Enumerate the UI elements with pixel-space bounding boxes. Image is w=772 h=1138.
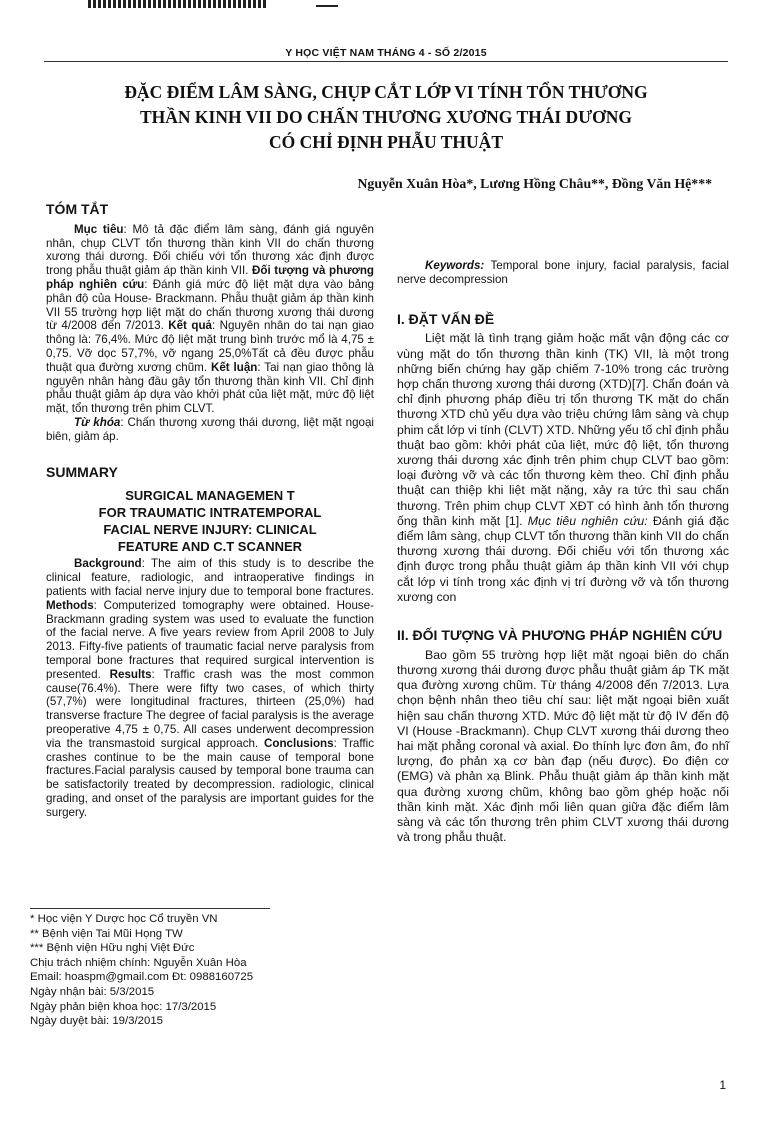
label-keywords-en: Keywords: [425, 259, 485, 272]
section-2-paragraph: Bao gồm 55 trường hợp liệt mặt ngoại biên do chấn thương xương thái dương được phẫu thuật giảm áp TK mặt qua đường xương chũm. Từ tháng 4/2008 đến 7/2013. Lựa chọn bệnh nhân theo tiêu chí sau: liệt mặt ngoại biên xuất hiện sau chấn thương XTD. Mức độ liệt mặt từ độ IV đến độ VI (House -Brackmann). Chụp CLVT xương thái dương theo hai mặt phẳng coronal và axial. Đo thính lực đơn âm, đo nhĩ lượng, đo phản xạ cơ bàn đạp (nếu được). Đo điện cơ (EMG) và phản xạ Blink. Phẫu thuật giảm áp thần kinh mặt qua đường xương chũm, không bao gồm ghép hoặc nối thần kinh mặt. Xác định mối liên quan giữa đặc điểm lâm sàng và các tổn thương trên phim CLVT xương thái dương và trong phẫu thuật. [397, 647, 729, 845]
label-methods-en: Methods [46, 598, 94, 612]
footnote-reviewed: Ngày phản biện khoa học: 17/3/2015 [30, 1000, 217, 1013]
keywords-vi [46, 416, 374, 444]
section-1-paragraph [397, 331, 729, 605]
footnote-affiliation: ** Bệnh viện Tai Mũi Họng TW [30, 927, 183, 940]
abstract-heading: TÓM TẮT [46, 201, 109, 217]
summary-title-line: FOR TRAUMATIC INTRATEMPORAL [98, 505, 322, 521]
title-line: THẦN KINH VII DO CHẤN THƯƠNG XƯƠNG THÁI DƯƠNG [140, 107, 632, 127]
label-conclusions-en: Conclusions [264, 736, 334, 750]
scan-artifact-dash [316, 5, 338, 7]
section-1-objective-label: Mục tiêu nghiên cứu: [527, 513, 648, 528]
keywords-vi-text: : Chấn thương xương thái dương, liệt mặt ngoại biên, giảm áp. [46, 415, 375, 443]
label-results: Kết quả [168, 319, 212, 333]
footnotes [30, 912, 253, 1029]
summary-paragraph [46, 557, 374, 819]
title-line: ĐẶC ĐIỂM LÂM SÀNG, CHỤP CẮT LỚP VI TÍNH TỔN THƯƠNG [124, 82, 648, 102]
scan-artifact [88, 0, 266, 8]
section-1-text-a: Liệt mặt là tình trạng giảm hoặc mất vận động các cơ vùng mặt do tổn thương thần kinh (TK) VII, là một trong những biến chứng hay gặp chiếm 7-10% trong các trường hợp chấn thương xương thái dương (XTD)[7]. Chẩn đoán và chỉ định phương pháp điều trị tổn thương TK mặt do chấn thương XTD chủ yếu dựa vào triệu chứng lâm sàng và chụp phim cắt lớp vi tính (CLVT) XTD. Những yếu tố chỉ định phẫu thuật bao gồm: khởi phát của liệt, mức độ liệt, tổn thương xương thái dương xác định trên phim chụp CLVT bao gồm: loại đường vỡ và các tổn thương kèm theo. Chỉ định phẫu thuật can thiệp khi liệt mặt nặng, xảy ra tức thì sau chấn thương. Trên phim chụp CLVT XĐT có hình ảnh tổn thương ống thần kinh mặt [1]. [397, 331, 729, 528]
footnote-received: Ngày nhận bài: 5/3/2015 [30, 985, 155, 998]
section-2-heading: II. ĐỐI TƯỢNG VÀ PHƯƠNG PHÁP NGHIÊN CỨU [397, 627, 723, 644]
abstract-vi-paragraph [46, 223, 374, 416]
results-en-text: : Traffic crash was the most common cause(76.4%). There were fifty two cases, of which thirty (57,7%) were longitudinal fractures, thirteen (25,0%) had transverse fracture The degree of facial paralysis is the average preoperative 4,75 ± 0,75. All cases underwent decompression via the transmastoid surgical approach. [46, 667, 374, 750]
footnote-affiliation: *** Bệnh viện Hữu nghị Việt Đức [30, 942, 195, 955]
conclusions-en-text: : Traffic crashes continue to be the main cause of temporal bone fractures.Facial paralysis caused by temporal bone trauma can be satisfactorily treated by decompression. radiologic, clinical grading, and onset of the paralysis are important guides for the surgery. [46, 736, 374, 819]
results-text: : Nguyên nhân do tai nạn giao thông là: 76,4%. Mức độ liệt mặt trung bình trước mổ là 4,75 ± 0,75. Vỡ dọc 57,7%, vỡ ngang 25,0%Tất cả đều được phẫu thuật qua đường xương chũm. [46, 319, 374, 374]
left-column [46, 203, 374, 819]
summary-heading: SUMMARY [46, 463, 118, 480]
keywords-en-text: Temporal bone injury, facial paralysis, facial nerve decompression [397, 259, 729, 286]
summary-title [46, 487, 374, 555]
footnote-corresponding: Chịu trách nhiệm chính: Nguyễn Xuân Hòa [30, 956, 247, 969]
header-rule [44, 61, 728, 62]
footnote-affiliation: * Học viện Y Dược học Cổ truyền VN [30, 913, 218, 925]
running-head: Y HỌC VIỆT NAM THÁNG 4 - SỐ 2/2015 [285, 47, 487, 59]
label-keywords-vi: Từ khóa [74, 415, 121, 429]
section-1-heading: I. ĐẶT VẤN ĐỀ [397, 310, 495, 327]
methods-en-text: : Computerized tomography were obtained. House-Brackmann grading system was used to evaluate the function of the facial nerve. A five years review from April 2008 to July 2013. Fifty-five patients of traumatic facial nerve paralysis from temporal bone fractures that required surgical intervention is presented. [46, 598, 374, 681]
footnote-rule [30, 908, 270, 909]
article-title [60, 80, 712, 155]
title-line: CÓ CHỈ ĐỊNH PHẪU THUẬT [268, 132, 503, 152]
summary-title-line: FACIAL NERVE INJURY: CLINICAL [103, 522, 317, 538]
right-column [397, 203, 729, 845]
objective-text: : Mô tả đặc điểm lâm sàng, đánh giá nguyên nhân, chụp CLVT tổn thương thần kinh VII do chấn thương xương thái dương. Đối chiếu với tổn thương xác định được trong phẫu thuật giảm áp thần kinh VII. [46, 222, 374, 278]
label-objective: Mục tiêu [74, 222, 124, 236]
label-conclusion: Kết luận [210, 360, 258, 374]
label-methods: Đối tượng và phương pháp nghiên cứu [46, 264, 374, 291]
page-number: 1 [719, 1078, 726, 1092]
keywords-en [397, 259, 729, 287]
methods-text: : Đánh giá mức độ liệt mặt dựa vào bảng phân độ của House- Brackmann. Phẫu thuật giảm áp thần kinh VII 55 trường hợp liệt mặt do chấn thương xương thái dương từ 4/2008 đến 7/2013. [46, 277, 374, 333]
conclusion-text: : Tai nạn giao thông là nguyên nhân hàng đầu gây tổn thương thần kinh VII. Chỉ định phẫu thuật giảm áp dựa vào khởi phát của liệt mặt, mức độ liệt mặt, tổn thương trên phim CLVT. [46, 360, 374, 416]
summary-title-line: FEATURE AND C.T SCANNER [117, 539, 303, 555]
footnote-accepted: Ngày duyệt bài: 19/3/2015 [30, 1015, 163, 1028]
label-results-en: Results [109, 667, 152, 681]
label-background: Background [74, 557, 142, 571]
footnote-email: Email: hoaspm@gmail.com Đt: 0988160725 [30, 971, 254, 984]
author-list: Nguyễn Xuân Hòa*, Lương Hồng Châu**, Đồng Văn Hệ*** [357, 176, 712, 191]
background-text: : The aim of this study is to describe the clinical feature, radiologic, and intraoperative findings in patients with facial nerve injury due to temporal bone fractures. [46, 557, 374, 598]
summary-title-line: SURGICAL MANAGEMEN T [125, 488, 295, 504]
section-1-text-b: Đánh giá đặc điểm lâm sàng, chụp CLVT tổn thương thần kinh VII do chấn thương xương thái dương. Đối chiếu với tổn thương xác định được trong phẫu thuật giảm áp thần kinh VII với chụp cắt lớp vi tính trong xác định vị trí đường vỡ và tổn thương xương con [397, 513, 729, 604]
